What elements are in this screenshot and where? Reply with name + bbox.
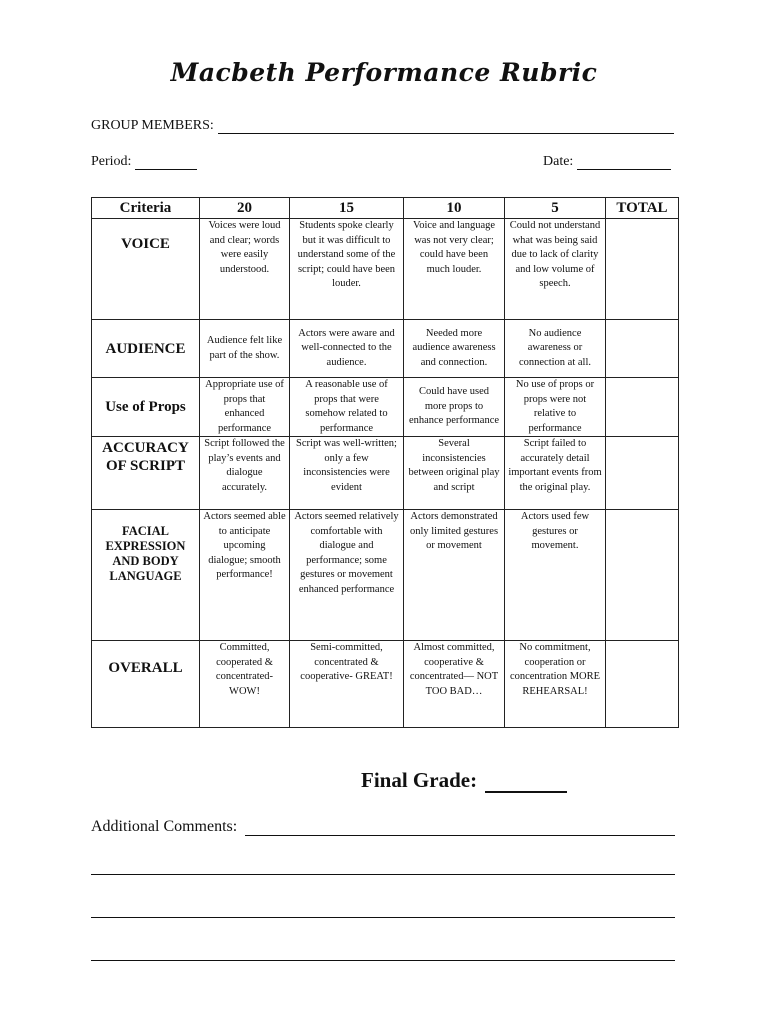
cell-props-20: Appropriate use of props that enhanced performance [200, 378, 290, 437]
criteria-props: Use of Props [92, 378, 200, 437]
criteria-accuracy: ACCURACY OF SCRIPT [92, 437, 200, 510]
page-title: Macbeth Performance Rubric [170, 58, 598, 87]
header-20: 20 [200, 198, 290, 219]
table-row [92, 219, 679, 320]
cell-facial-20: Actors seemed able to anticipate upcoming dialogue; smooth performance! [200, 510, 290, 641]
comment-line[interactable] [91, 874, 675, 875]
group-members-row [91, 118, 674, 134]
cell-overall-20: Committed, cooperated & concentrated- WOW! [200, 641, 290, 728]
additional-comments-label: Additional Comments: [91, 818, 238, 835]
cell-props-10: Could have used more props to enhance performance [404, 378, 505, 437]
period-label: Period: [91, 154, 132, 169]
table-row [92, 378, 679, 437]
final-grade-row [361, 768, 567, 793]
header-5: 5 [505, 198, 606, 219]
criteria-facial-expression: FACIAL EXPRESSION AND BODY LANGUAGE [92, 510, 200, 641]
criteria-audience: AUDIENCE [92, 320, 200, 378]
criteria-overall: OVERALL [92, 641, 200, 728]
table-row [92, 320, 679, 378]
criteria-voice: VOICE [92, 219, 200, 320]
cell-audience-15: Actors were aware and well-connected to the audience. [290, 320, 404, 378]
additional-comments-row [91, 818, 675, 836]
additional-comments-field[interactable] [245, 819, 675, 836]
header-criteria: Criteria [92, 198, 200, 219]
cell-props-15: A reasonable use of props that were somehow related to performance [290, 378, 404, 437]
comment-line[interactable] [91, 917, 675, 918]
table-header-row [92, 198, 679, 219]
cell-voice-5: Could not understand what was being said due to lack of clarity and low volume of speech. [505, 219, 606, 320]
header-15: 15 [290, 198, 404, 219]
cell-facial-10: Actors demonstrated only limited gestures or movement [404, 510, 505, 641]
total-overall[interactable] [606, 641, 679, 728]
group-members-label: GROUP MEMBERS: [91, 118, 214, 133]
final-grade-label: Final Grade: [361, 768, 478, 792]
cell-audience-20: Audience felt like part of the show. [200, 320, 290, 378]
period-field[interactable] [135, 155, 197, 170]
cell-overall-15: Semi-committed, concentrated & cooperative- GREAT! [290, 641, 404, 728]
cell-audience-5: No audience awareness or connection at all. [505, 320, 606, 378]
rubric-table [91, 197, 679, 728]
total-voice[interactable] [606, 219, 679, 320]
header-total: TOTAL [606, 198, 679, 219]
total-facial[interactable] [606, 510, 679, 641]
cell-facial-15: Actors seemed relatively comfortable with dialogue and performance; some gestures or movement enhanced performance [290, 510, 404, 641]
group-members-field[interactable] [218, 119, 674, 134]
cell-audience-10: Needed more audience awareness and connection. [404, 320, 505, 378]
cell-voice-10: Voice and language was not very clear; could have been much louder. [404, 219, 505, 320]
cell-accuracy-15: Script was well-written; only a few inconsistencies were evident [290, 437, 404, 510]
total-audience[interactable] [606, 320, 679, 378]
cell-props-5: No use of props or props were not relative to performance [505, 378, 606, 437]
table-row [92, 510, 679, 641]
cell-voice-20: Voices were loud and clear; words were easily understood. [200, 219, 290, 320]
date-row [543, 154, 671, 170]
cell-overall-5: No commitment, cooperation or concentration MORE REHEARSAL! [505, 641, 606, 728]
cell-facial-5: Actors used few gestures or movement. [505, 510, 606, 641]
cell-accuracy-5: Script failed to accurately detail important events from the original play. [505, 437, 606, 510]
cell-accuracy-20: Script followed the play’s events and dialogue accurately. [200, 437, 290, 510]
date-field[interactable] [577, 155, 671, 170]
total-accuracy[interactable] [606, 437, 679, 510]
table-row [92, 437, 679, 510]
period-row [91, 154, 197, 170]
date-label: Date: [543, 154, 574, 169]
table-row [92, 641, 679, 728]
cell-overall-10: Almost committed, cooperative & concentrated— NOT TOO BAD… [404, 641, 505, 728]
cell-accuracy-10: Several inconsistencies between original play and script [404, 437, 505, 510]
header-10: 10 [404, 198, 505, 219]
total-props[interactable] [606, 378, 679, 437]
cell-voice-15: Students spoke clearly but it was difficult to understand some of the script; could have been louder. [290, 219, 404, 320]
final-grade-field[interactable] [485, 771, 567, 793]
comment-line[interactable] [91, 960, 675, 961]
